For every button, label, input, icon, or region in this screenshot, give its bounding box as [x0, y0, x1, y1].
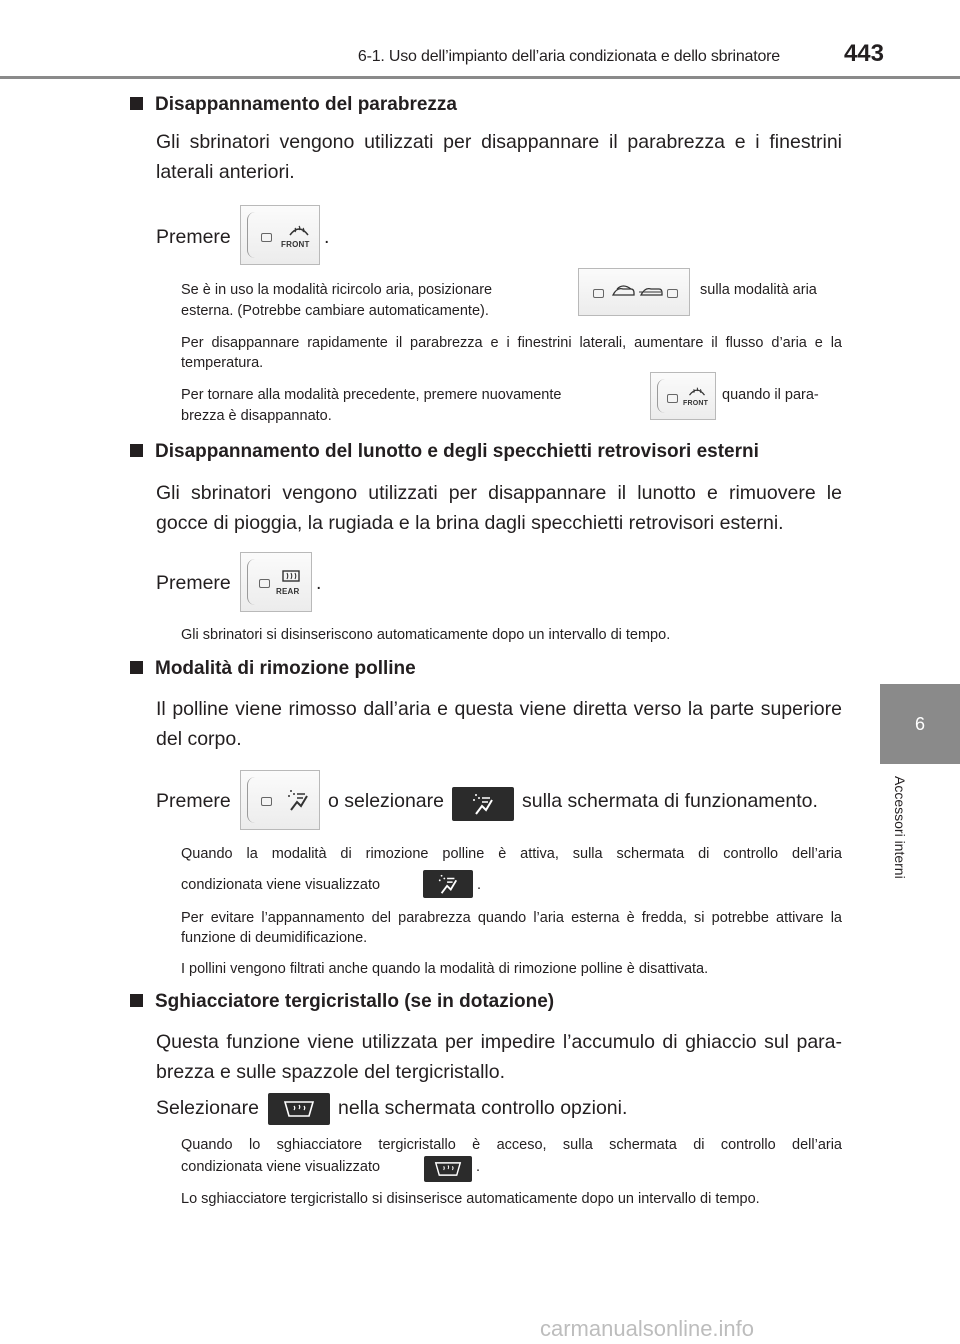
- punctuation: .: [476, 1159, 481, 1175]
- rear-defroster-button-icon: [240, 552, 312, 612]
- heading-text: Modalità di rimozione polline: [155, 658, 416, 679]
- section-heading-wiper-deicer: [130, 991, 554, 1013]
- paragraph: Il polline viene rimosso dall’aria e questa viene diretta verso la parte superiore del corpo.: [156, 698, 842, 750]
- pollen-removal-indicator-icon: [423, 870, 473, 898]
- instruction-text: Selezionare: [156, 1097, 259, 1119]
- heading-text: Disappannamento del parabrezza: [155, 94, 457, 115]
- running-header-title: 6-1. Uso dell’impianto dell’aria condizionata e dello sbrinatore: [357, 48, 780, 65]
- chapter-tab-title-text: Accessori interni: [892, 776, 908, 879]
- note-text: esterna. (Potrebbe cambiare automaticamente).: [181, 303, 489, 319]
- note-text: Per evitare l’appannamento del parabrezza quando l’aria esterna è fredda, si potrebbe attivare la funzione di deumidificazione.: [181, 910, 842, 946]
- button-label: FRONT: [281, 240, 310, 249]
- chapter-tab-title: [892, 776, 920, 916]
- punctuation: .: [477, 877, 482, 893]
- heading-text: Disappannamento del lunotto e degli specchietti retrovisori esterni: [155, 441, 759, 462]
- note-text: Per tornare alla modalità precedente, premere nuovamente: [181, 387, 562, 403]
- note-text: quando il para-: [722, 387, 819, 403]
- section-heading-rear-defog: [130, 441, 759, 463]
- pollen-removal-button-icon: [240, 770, 320, 830]
- note-text: Quando lo sghiacciatore tergicristallo è acceso, sulla schermata di controllo dell’aria: [181, 1137, 842, 1153]
- instruction-text: o selezionare: [328, 790, 444, 812]
- front-defroster-button-icon: [650, 372, 716, 420]
- chapter-tab-number: 6: [880, 684, 960, 764]
- page-number: 443: [843, 40, 884, 67]
- note-text: Lo sghiacciatore tergicristallo si disinserisce automaticamente dopo un intervallo di tempo.: [181, 1191, 760, 1207]
- button-label: FRONT: [683, 400, 709, 407]
- square-bullet-icon: [130, 97, 143, 110]
- note-text: sulla modalità aria: [700, 282, 817, 298]
- button-label: REAR: [276, 587, 300, 596]
- square-bullet-icon: [130, 994, 143, 1007]
- paragraph-line: laterali anteriori.: [156, 161, 295, 183]
- front-defroster-button-icon: [240, 205, 320, 265]
- square-bullet-icon: [130, 444, 143, 457]
- note-text: condizionata viene visualizzato: [181, 877, 381, 893]
- watermark: carmanualsonline.info: [540, 1316, 755, 1341]
- instruction-text: Premere: [156, 572, 231, 594]
- punctuation: .: [316, 572, 322, 594]
- note-text: Quando la modalità di rimozione polline è attiva, sulla schermata di controllo dell’aria: [181, 846, 842, 862]
- paragraph: Questa funzione viene utilizzata per impedire l’accumulo di ghiaccio sul para-brezza e sulle spazzole del tergicristallo.: [156, 1031, 842, 1083]
- section-heading-pollen-removal: [130, 658, 416, 680]
- paragraph-line: Gli sbrinatori vengono utilizzati per disappannare il parabrezza e i finestrini: [156, 131, 842, 153]
- instruction-text: sulla schermata di funzionamento.: [522, 790, 818, 812]
- section-heading-windshield-defog: [130, 94, 457, 116]
- air-intake-button-icon: [578, 268, 690, 316]
- wiper-deicer-indicator-icon: [424, 1156, 472, 1182]
- square-bullet-icon: [130, 661, 143, 674]
- pollen-removal-screen-icon: [452, 787, 514, 821]
- note-text: Se è in uso la modalità ricircolo aria, posizionare: [181, 282, 493, 298]
- instruction-text: nella schermata controllo opzioni.: [338, 1097, 628, 1119]
- note-text: brezza è disappannato.: [181, 408, 332, 424]
- instruction-text: Premere: [156, 226, 231, 248]
- instruction-text: Premere: [156, 790, 231, 812]
- note-text: condizionata viene visualizzato: [181, 1159, 381, 1175]
- wiper-deicer-screen-icon: [268, 1093, 330, 1125]
- note-text: I pollini vengono filtrati anche quando la modalità di rimozione polline è disattivata.: [181, 961, 709, 977]
- punctuation: .: [324, 226, 330, 248]
- paragraph: Gli sbrinatori vengono utilizzati per disappannare il lunotto e rimuovere le gocce di pioggia, la rugiada e la brina dagli specchietti retrovisori esterni.: [156, 482, 842, 534]
- header-rule: [0, 76, 960, 79]
- heading-text: Sghiacciatore tergicristallo (se in dotazione): [155, 991, 555, 1012]
- note-text: Per disappannare rapidamente il parabrezza e i finestrini laterali, aumentare il flusso d’aria e la temperatura.: [181, 335, 842, 371]
- note-text: Gli sbrinatori si disinseriscono automaticamente dopo un intervallo di tempo.: [181, 627, 671, 643]
